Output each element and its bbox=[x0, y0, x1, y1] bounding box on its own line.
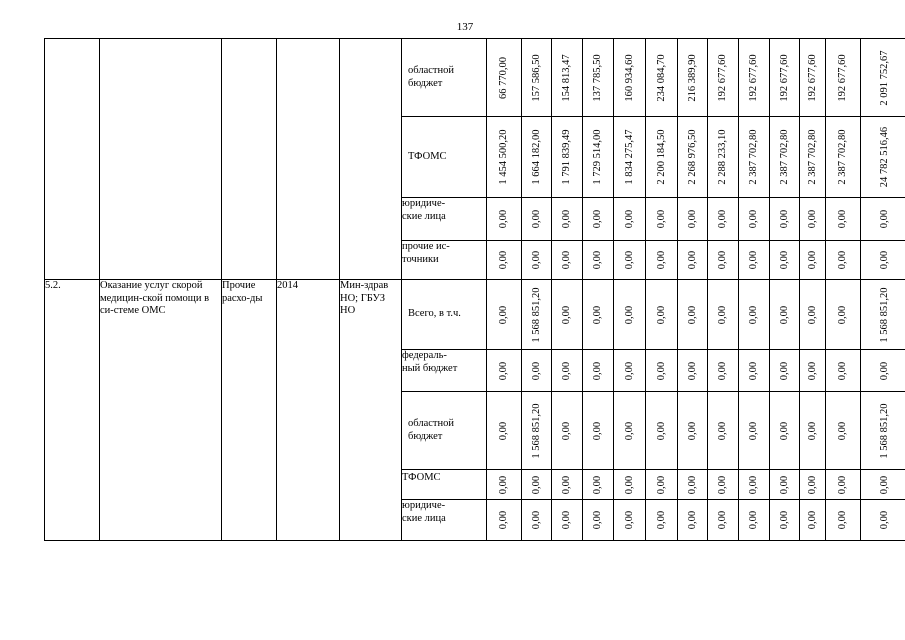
source-label: ТФОМС bbox=[402, 117, 487, 198]
value-text: 0,00 bbox=[623, 250, 635, 270]
page-number: 137 bbox=[456, 21, 474, 33]
value-text: 160 934,60 bbox=[623, 53, 635, 102]
value-cell bbox=[678, 198, 708, 241]
value-cell bbox=[583, 500, 614, 541]
value-text: 0,00 bbox=[655, 421, 667, 440]
value-text: 0,00 bbox=[592, 209, 603, 229]
value-text: 0,00 bbox=[778, 305, 790, 324]
value-text: 192 677,60 bbox=[717, 53, 728, 102]
value-text: 0,00 bbox=[748, 250, 759, 270]
value-cell bbox=[708, 350, 739, 392]
value-text: 0,00 bbox=[655, 209, 667, 229]
value-text: 0,00 bbox=[530, 209, 542, 229]
value-cell bbox=[739, 470, 770, 500]
value-text: 0,00 bbox=[592, 510, 603, 530]
value-text: 0,00 bbox=[686, 475, 698, 494]
value-text: 0,00 bbox=[561, 421, 572, 440]
value-cell bbox=[861, 350, 905, 392]
value-cell bbox=[861, 241, 905, 280]
value-text: 0,00 bbox=[623, 421, 635, 440]
value-cell bbox=[614, 350, 646, 392]
cell-year-prev bbox=[277, 39, 340, 280]
value-cell bbox=[487, 39, 522, 117]
value-cell bbox=[708, 39, 739, 117]
value-cell bbox=[646, 117, 678, 198]
value-text: 1 791 839,49 bbox=[561, 129, 572, 185]
value-cell bbox=[614, 198, 646, 241]
value-cell bbox=[826, 500, 861, 541]
value-text: 2 091 752,67 bbox=[879, 49, 890, 106]
value-text: 0,00 bbox=[592, 250, 603, 270]
value-cell bbox=[826, 39, 861, 117]
item-number: 5.2. bbox=[45, 280, 100, 541]
value-text: 0,00 bbox=[561, 475, 572, 494]
value-text: 0,00 bbox=[530, 475, 542, 494]
item-name: Оказание услуг скорой медицин-ской помощи в си-стеме ОМС bbox=[100, 280, 222, 541]
value-text: 0,00 bbox=[686, 361, 698, 380]
value-cell bbox=[614, 392, 646, 470]
value-cell bbox=[646, 470, 678, 500]
value-text: 2 387 702,80 bbox=[837, 129, 848, 185]
value-cell bbox=[826, 117, 861, 198]
value-cell bbox=[487, 198, 522, 241]
value-text: 0,00 bbox=[561, 250, 572, 270]
value-cell bbox=[522, 39, 552, 117]
value-cell bbox=[646, 280, 678, 350]
value-text: 0,00 bbox=[530, 510, 542, 530]
source-label: юридиче- ские лица bbox=[402, 198, 487, 241]
value-cell bbox=[614, 470, 646, 500]
value-cell bbox=[552, 117, 583, 198]
value-cell bbox=[552, 470, 583, 500]
value-cell bbox=[826, 241, 861, 280]
value-text: 0,00 bbox=[623, 510, 635, 530]
source-label: юридиче- ские лица bbox=[402, 500, 487, 541]
value-text: 0,00 bbox=[778, 250, 790, 270]
value-text: 216 389,90 bbox=[686, 53, 698, 102]
value-cell bbox=[678, 117, 708, 198]
value-cell bbox=[583, 280, 614, 350]
value-text: 0,00 bbox=[498, 209, 509, 229]
value-text: 0,00 bbox=[806, 209, 818, 229]
value-cell bbox=[487, 470, 522, 500]
value-cell bbox=[552, 198, 583, 241]
value-cell bbox=[522, 241, 552, 280]
value-cell bbox=[861, 280, 905, 350]
value-cell bbox=[487, 500, 522, 541]
value-cell bbox=[708, 280, 739, 350]
value-text: 0,00 bbox=[748, 361, 759, 380]
value-cell bbox=[861, 392, 905, 470]
value-text: 0,00 bbox=[778, 361, 790, 380]
value-text: 0,00 bbox=[561, 510, 572, 530]
value-cell bbox=[739, 241, 770, 280]
value-text: 0,00 bbox=[686, 510, 698, 530]
value-text: 0,00 bbox=[623, 305, 635, 324]
value-cell bbox=[583, 350, 614, 392]
value-text: 1 729 514,00 bbox=[592, 129, 603, 185]
value-text: 0,00 bbox=[806, 421, 818, 440]
value-text: 0,00 bbox=[655, 305, 667, 324]
value-cell bbox=[678, 500, 708, 541]
value-text: 0,00 bbox=[717, 421, 728, 440]
value-text: 0,00 bbox=[530, 361, 542, 380]
value-text: 0,00 bbox=[561, 305, 572, 324]
value-text: 1 568 851,20 bbox=[530, 286, 542, 343]
value-cell bbox=[614, 280, 646, 350]
value-cell bbox=[646, 500, 678, 541]
source-label: Всего, в т.ч. bbox=[402, 280, 487, 350]
value-cell bbox=[708, 198, 739, 241]
value-cell bbox=[800, 350, 826, 392]
value-text: 154 813,47 bbox=[561, 53, 572, 102]
value-cell bbox=[646, 241, 678, 280]
value-text: 0,00 bbox=[837, 361, 848, 380]
value-cell bbox=[552, 500, 583, 541]
value-text: 1 454 500,20 bbox=[498, 129, 509, 185]
value-text: 0,00 bbox=[806, 250, 818, 270]
value-text: 0,00 bbox=[879, 209, 890, 229]
value-text: 192 677,60 bbox=[837, 53, 848, 102]
value-cell bbox=[708, 117, 739, 198]
value-text: 192 677,60 bbox=[748, 53, 759, 102]
value-text: 0,00 bbox=[806, 361, 818, 380]
value-text: 1 664 182,00 bbox=[530, 129, 542, 185]
value-cell bbox=[487, 392, 522, 470]
value-cell bbox=[800, 241, 826, 280]
value-text: 0,00 bbox=[717, 510, 728, 530]
value-cell bbox=[770, 470, 800, 500]
value-cell bbox=[583, 198, 614, 241]
value-cell bbox=[770, 39, 800, 117]
value-cell bbox=[739, 198, 770, 241]
value-text: 0,00 bbox=[748, 421, 759, 440]
value-cell bbox=[739, 39, 770, 117]
value-text: 0,00 bbox=[717, 475, 728, 494]
value-text: 0,00 bbox=[686, 305, 698, 324]
value-cell bbox=[770, 392, 800, 470]
value-text: 0,00 bbox=[748, 305, 759, 324]
value-text: 2 288 233,10 bbox=[717, 129, 728, 185]
value-text: 0,00 bbox=[717, 250, 728, 270]
value-cell bbox=[861, 117, 905, 198]
value-text: 2 387 702,80 bbox=[806, 129, 818, 185]
value-cell bbox=[770, 500, 800, 541]
value-text: 0,00 bbox=[748, 475, 759, 494]
value-cell bbox=[739, 350, 770, 392]
value-text: 192 677,60 bbox=[806, 53, 818, 102]
value-text: 0,00 bbox=[717, 305, 728, 324]
value-text: 0,00 bbox=[655, 250, 667, 270]
value-text: 1 568 851,20 bbox=[530, 402, 542, 459]
value-cell bbox=[800, 280, 826, 350]
value-text: 0,00 bbox=[686, 209, 698, 229]
value-text: 0,00 bbox=[498, 475, 509, 494]
value-text: 0,00 bbox=[879, 250, 890, 270]
value-cell bbox=[800, 500, 826, 541]
value-text: 0,00 bbox=[778, 475, 790, 494]
value-text: 2 200 184,50 bbox=[655, 129, 667, 185]
value-cell bbox=[522, 198, 552, 241]
value-cell bbox=[770, 350, 800, 392]
value-cell bbox=[861, 39, 905, 117]
source-label: областной бюджет bbox=[402, 392, 487, 470]
budget-table bbox=[44, 38, 905, 541]
value-text: 0,00 bbox=[837, 421, 848, 440]
value-cell bbox=[646, 392, 678, 470]
value-cell bbox=[487, 241, 522, 280]
value-cell bbox=[770, 241, 800, 280]
value-text: 2 268 976,50 bbox=[686, 129, 698, 185]
value-cell bbox=[646, 198, 678, 241]
value-text: 0,00 bbox=[498, 361, 509, 380]
value-text: 0,00 bbox=[592, 475, 603, 494]
value-cell bbox=[826, 350, 861, 392]
value-cell bbox=[739, 117, 770, 198]
value-cell bbox=[614, 241, 646, 280]
value-text: 0,00 bbox=[686, 250, 698, 270]
value-cell bbox=[614, 117, 646, 198]
value-text: 0,00 bbox=[717, 209, 728, 229]
item-expense-type: Прочие расхо-ды bbox=[222, 280, 277, 541]
value-text: 0,00 bbox=[498, 510, 509, 530]
value-text: 1 834 275,47 bbox=[623, 129, 635, 185]
value-cell bbox=[678, 280, 708, 350]
value-text: 0,00 bbox=[686, 421, 698, 440]
value-cell bbox=[552, 350, 583, 392]
value-cell bbox=[646, 39, 678, 117]
value-cell bbox=[861, 198, 905, 241]
value-cell bbox=[800, 392, 826, 470]
source-label: ТФОМС bbox=[402, 470, 487, 500]
value-cell bbox=[583, 470, 614, 500]
value-cell bbox=[708, 241, 739, 280]
value-cell bbox=[708, 500, 739, 541]
item-year: 2014 bbox=[277, 280, 340, 541]
value-text: 0,00 bbox=[530, 250, 542, 270]
value-cell bbox=[826, 392, 861, 470]
value-text: 1 568 851,20 bbox=[879, 402, 890, 459]
value-cell bbox=[522, 280, 552, 350]
value-cell bbox=[800, 117, 826, 198]
value-text: 0,00 bbox=[748, 209, 759, 229]
value-text: 157 586,50 bbox=[530, 53, 542, 102]
value-cell bbox=[678, 39, 708, 117]
value-text: 2 387 702,80 bbox=[748, 129, 759, 185]
value-cell bbox=[487, 350, 522, 392]
value-text: 0,00 bbox=[879, 361, 890, 380]
value-cell bbox=[826, 470, 861, 500]
value-cell bbox=[487, 117, 522, 198]
value-cell bbox=[678, 350, 708, 392]
value-cell bbox=[800, 470, 826, 500]
value-text: 0,00 bbox=[623, 209, 635, 229]
value-text: 0,00 bbox=[717, 361, 728, 380]
value-text: 0,00 bbox=[837, 209, 848, 229]
value-text: 0,00 bbox=[561, 209, 572, 229]
value-text: 0,00 bbox=[837, 250, 848, 270]
cell-number-prev bbox=[45, 39, 100, 280]
value-cell bbox=[770, 280, 800, 350]
value-cell bbox=[487, 280, 522, 350]
value-text: 0,00 bbox=[592, 361, 603, 380]
value-cell bbox=[770, 117, 800, 198]
value-text: 0,00 bbox=[623, 361, 635, 380]
value-text: 0,00 bbox=[806, 305, 818, 324]
source-label: областной бюджет bbox=[402, 39, 487, 117]
value-cell bbox=[552, 280, 583, 350]
value-text: 0,00 bbox=[778, 209, 790, 229]
value-text: 0,00 bbox=[806, 510, 818, 530]
value-text: 0,00 bbox=[592, 421, 603, 440]
value-cell bbox=[708, 470, 739, 500]
value-text: 0,00 bbox=[837, 475, 848, 494]
value-cell bbox=[583, 117, 614, 198]
value-text: 0,00 bbox=[561, 361, 572, 380]
value-cell bbox=[522, 117, 552, 198]
value-cell bbox=[708, 392, 739, 470]
value-cell bbox=[522, 392, 552, 470]
value-text: 0,00 bbox=[655, 510, 667, 530]
value-cell bbox=[522, 500, 552, 541]
value-text: 0,00 bbox=[748, 510, 759, 530]
value-text: 0,00 bbox=[655, 475, 667, 494]
value-cell bbox=[583, 39, 614, 117]
value-cell bbox=[678, 392, 708, 470]
value-text: 234 084,70 bbox=[655, 53, 667, 102]
value-text: 0,00 bbox=[879, 475, 890, 494]
value-text: 0,00 bbox=[623, 475, 635, 494]
value-text: 24 782 516,46 bbox=[879, 126, 890, 188]
value-cell bbox=[678, 241, 708, 280]
value-cell bbox=[646, 350, 678, 392]
value-cell bbox=[522, 470, 552, 500]
value-text: 0,00 bbox=[655, 361, 667, 380]
item-executor: Мин-здрав НО; ГБУЗ НО bbox=[340, 280, 402, 541]
value-text: 0,00 bbox=[837, 510, 848, 530]
value-text: 192 677,60 bbox=[778, 53, 790, 102]
value-cell bbox=[583, 392, 614, 470]
value-text: 137 785,50 bbox=[592, 53, 603, 102]
value-cell bbox=[739, 280, 770, 350]
source-label: прочие ис- точники bbox=[402, 241, 487, 280]
value-cell bbox=[861, 500, 905, 541]
value-cell bbox=[552, 39, 583, 117]
cell-type-prev bbox=[222, 39, 277, 280]
value-text: 1 568 851,20 bbox=[879, 286, 890, 343]
value-cell bbox=[678, 470, 708, 500]
value-text: 0,00 bbox=[778, 421, 790, 440]
value-cell bbox=[739, 392, 770, 470]
value-text: 0,00 bbox=[778, 510, 790, 530]
value-text: 0,00 bbox=[879, 510, 890, 530]
value-cell bbox=[614, 39, 646, 117]
value-cell bbox=[552, 392, 583, 470]
value-cell bbox=[800, 198, 826, 241]
value-cell bbox=[614, 500, 646, 541]
cell-executor-prev bbox=[340, 39, 402, 280]
value-cell bbox=[583, 241, 614, 280]
value-cell bbox=[861, 470, 905, 500]
source-label: федераль- ный бюджет bbox=[402, 350, 487, 392]
value-cell bbox=[522, 350, 552, 392]
value-text: 0,00 bbox=[592, 305, 603, 324]
value-cell bbox=[739, 500, 770, 541]
value-text: 0,00 bbox=[498, 305, 509, 324]
value-cell bbox=[826, 280, 861, 350]
value-text: 66 770,00 bbox=[498, 56, 509, 99]
value-cell bbox=[552, 241, 583, 280]
value-text: 0,00 bbox=[837, 305, 848, 324]
value-text: 0,00 bbox=[498, 250, 509, 270]
value-cell bbox=[770, 198, 800, 241]
value-text: 2 387 702,80 bbox=[778, 129, 790, 185]
value-text: 0,00 bbox=[806, 475, 818, 494]
value-cell bbox=[800, 39, 826, 117]
value-cell bbox=[826, 198, 861, 241]
value-text: 0,00 bbox=[498, 421, 509, 440]
cell-name-prev bbox=[100, 39, 222, 280]
